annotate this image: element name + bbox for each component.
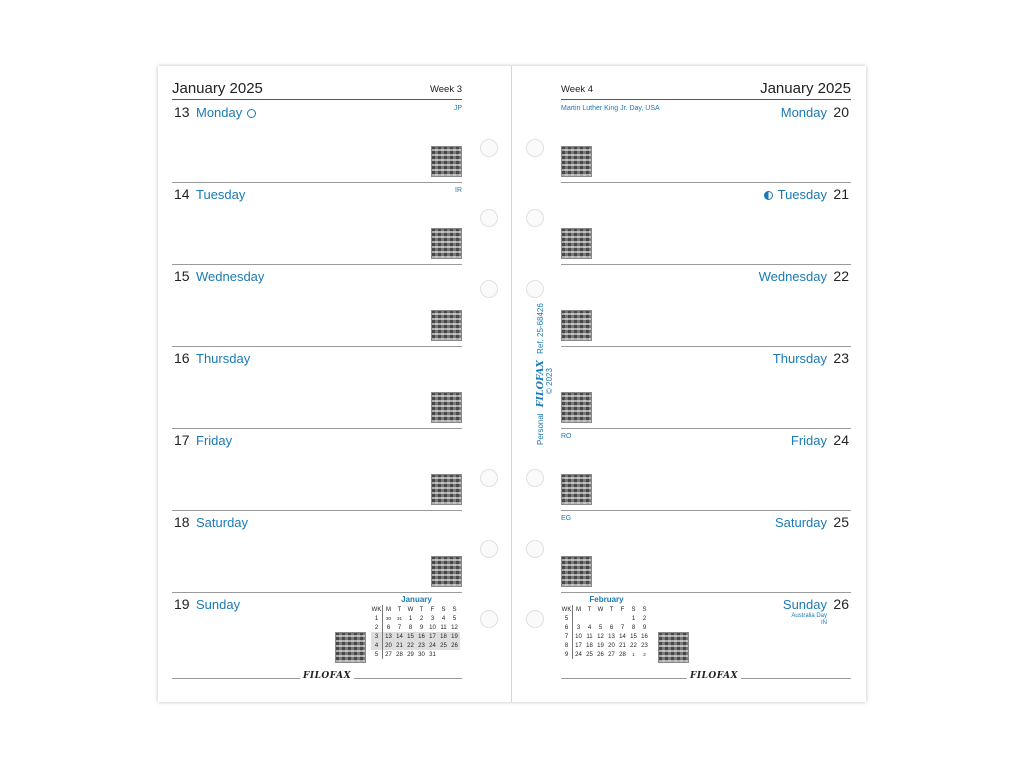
mini-calendar-header: T <box>397 606 402 613</box>
binder-hole <box>526 209 544 227</box>
calendar-cell: 1 <box>632 652 635 657</box>
day-name: Tuesday <box>764 187 827 202</box>
footer-logo: FILOFAX <box>687 671 741 681</box>
calendar-cell: 12 <box>451 624 458 631</box>
day-name: Saturday <box>774 515 827 530</box>
calendar-cell: 30 <box>418 651 425 658</box>
day-row-thursday[interactable] <box>561 346 851 429</box>
calendar-cell: 1 <box>631 615 636 622</box>
qr-code-icon <box>431 310 462 341</box>
calendar-cell: 7 <box>397 624 402 631</box>
day-number: 19 <box>174 596 190 612</box>
qr-code-icon <box>561 228 592 259</box>
qr-code-icon <box>561 146 592 177</box>
day-number: 22 <box>833 268 849 284</box>
day-row-saturday[interactable] <box>172 510 462 593</box>
calendar-cell: 5 <box>598 624 603 631</box>
calendar-cell: 19 <box>597 642 604 649</box>
calendar-cell: 18 <box>440 633 447 640</box>
day-number: 16 <box>174 350 190 366</box>
calendar-cell: 19 <box>451 633 458 640</box>
qr-code-icon <box>431 474 462 505</box>
week-number: 8 <box>561 641 573 650</box>
first-quarter-moon-icon <box>764 191 773 200</box>
day-number: 13 <box>174 104 190 120</box>
day-row-tuesday[interactable] <box>172 182 462 265</box>
binder-hole <box>480 540 498 558</box>
day-number: 26 <box>833 596 849 612</box>
binder-hole <box>526 469 544 487</box>
day-number: 25 <box>833 514 849 530</box>
mini-calendar-title: February <box>589 595 624 604</box>
day-number: 14 <box>174 186 190 202</box>
binder-hole <box>480 209 498 227</box>
calendar-cell: 17 <box>429 633 436 640</box>
calendar-cell: 23 <box>418 642 425 649</box>
mini-calendar-january <box>371 605 460 659</box>
week-number: 2 <box>371 623 383 632</box>
mini-calendar-header: W <box>407 606 414 613</box>
qr-code-icon <box>561 392 592 423</box>
holiday-note: EG <box>561 515 572 522</box>
calendar-cell: 6 <box>609 624 614 631</box>
mini-calendar-header: WK <box>371 606 382 613</box>
day-row-wednesday[interactable] <box>561 264 851 347</box>
calendar-cell: 22 <box>630 642 637 649</box>
left-page <box>172 66 462 702</box>
binder-hole <box>480 139 498 157</box>
qr-code-icon <box>561 556 592 587</box>
qr-code-icon <box>431 556 462 587</box>
qr-code-icon <box>561 310 592 341</box>
calendar-cell <box>573 614 585 623</box>
qr-code-icon <box>431 228 462 259</box>
copyright-text: © 2023 <box>545 368 554 394</box>
calendar-cell: 2 <box>419 615 424 622</box>
mini-calendar-header: T <box>419 606 424 613</box>
mini-calendar-header: S <box>452 606 457 613</box>
day-number: 17 <box>174 432 190 448</box>
calendar-cell <box>606 614 617 623</box>
calendar-cell: 2 <box>643 652 646 657</box>
calendar-cell: 11 <box>586 633 593 640</box>
week-number: 1 <box>371 614 383 623</box>
calendar-cell: 13 <box>608 633 615 640</box>
calendar-cell: 4 <box>587 624 592 631</box>
calendar-cell: 29 <box>407 651 414 658</box>
calendar-cell: 10 <box>575 633 582 640</box>
holiday-note: IR <box>455 187 462 194</box>
mini-calendar-header: T <box>587 606 592 613</box>
week-number: 4 <box>371 641 383 650</box>
calendar-cell: 21 <box>396 642 403 649</box>
qr-code-icon <box>335 632 366 663</box>
calendar-cell: 20 <box>608 642 615 649</box>
calendar-cell: 16 <box>641 633 648 640</box>
mini-calendar-header: WK <box>561 606 572 613</box>
calendar-cell <box>584 614 595 623</box>
calendar-cell: 10 <box>429 624 436 631</box>
week-number: 9 <box>561 650 573 659</box>
holiday-note: RO <box>561 433 572 440</box>
holiday-note: Australia Day <box>791 613 827 619</box>
holiday-note: Martin Luther King Jr. Day, USA <box>561 105 660 112</box>
calendar-cell: 16 <box>418 633 425 640</box>
week-label: Week 4 <box>561 84 594 95</box>
day-name: Thursday <box>772 351 827 366</box>
format-label: Personal <box>536 413 545 445</box>
brand-logo: FILOFAX <box>535 360 546 408</box>
calendar-cell: 12 <box>597 633 604 640</box>
calendar-cell: 24 <box>575 651 582 658</box>
calendar-cell: 14 <box>396 633 403 640</box>
week-number: 7 <box>561 632 573 641</box>
calendar-cell: 4 <box>441 615 446 622</box>
day-number: 21 <box>833 186 849 202</box>
calendar-cell: 15 <box>407 633 414 640</box>
day-row-sunday[interactable] <box>561 592 851 676</box>
calendar-cell: 26 <box>451 642 458 649</box>
page-spine <box>511 66 512 702</box>
calendar-cell: 2 <box>642 615 647 622</box>
calendar-cell: 15 <box>630 633 637 640</box>
binder-hole <box>526 139 544 157</box>
day-name: Friday <box>196 433 233 448</box>
qr-code-icon <box>658 632 689 663</box>
qr-code-icon <box>431 146 462 177</box>
calendar-cell: 11 <box>440 624 447 631</box>
calendar-cell: 23 <box>641 642 648 649</box>
day-number: 24 <box>833 432 849 448</box>
week-label: Week 3 <box>429 84 462 95</box>
calendar-cell: 3 <box>430 615 435 622</box>
binder-hole <box>480 280 498 298</box>
calendar-cell <box>438 650 449 659</box>
mini-calendar-header: M <box>576 606 581 613</box>
week-number: 3 <box>371 632 383 641</box>
page-title: January 2025 <box>760 80 851 97</box>
qr-code-icon <box>431 392 462 423</box>
calendar-cell <box>617 614 628 623</box>
calendar-cell: 22 <box>407 642 414 649</box>
calendar-cell: 18 <box>586 642 593 649</box>
right-page <box>561 66 851 702</box>
calendar-cell: 5 <box>452 615 457 622</box>
holiday-note: IN <box>821 620 827 626</box>
calendar-cell: 28 <box>396 651 403 658</box>
day-row-thursday[interactable] <box>172 346 462 429</box>
new-moon-icon <box>247 109 256 118</box>
calendar-cell: 8 <box>631 624 636 631</box>
calendar-cell: 3 <box>576 624 581 631</box>
day-name: Saturday <box>196 515 249 530</box>
day-row-monday[interactable] <box>561 100 851 183</box>
mini-calendar-header: F <box>620 606 625 613</box>
calendar-cell: 26 <box>597 651 604 658</box>
day-row-tuesday[interactable] <box>561 182 851 265</box>
calendar-cell: 7 <box>620 624 625 631</box>
calendar-cell: 9 <box>642 624 647 631</box>
calendar-cell: 9 <box>419 624 424 631</box>
day-row-wednesday[interactable] <box>172 264 462 347</box>
day-row-saturday[interactable] <box>561 510 851 593</box>
calendar-cell: 31 <box>396 616 402 621</box>
calendar-cell: 24 <box>429 642 436 649</box>
calendar-cell: 1 <box>408 615 413 622</box>
binder-hole <box>526 540 544 558</box>
day-name: Tuesday <box>196 187 246 202</box>
calendar-cell: 20 <box>385 642 392 649</box>
day-name: Friday <box>790 433 827 448</box>
mini-calendar-header: S <box>441 606 446 613</box>
mini-calendar-title: January <box>401 595 432 604</box>
calendar-cell: 28 <box>619 651 626 658</box>
calendar-cell: 27 <box>385 651 392 658</box>
mini-calendar-february <box>561 605 650 659</box>
calendar-cell <box>449 650 460 659</box>
reference-number: Ref. 25-68426 <box>536 303 545 354</box>
week-number: 5 <box>561 614 573 623</box>
calendar-cell: 30 <box>385 616 391 621</box>
binder-hole <box>526 280 544 298</box>
week-number: 6 <box>561 623 573 632</box>
day-name: Sunday <box>782 597 827 612</box>
day-name: Monday <box>196 105 256 120</box>
day-number: 18 <box>174 514 190 530</box>
week-number: 5 <box>371 650 383 659</box>
calendar-cell <box>595 614 606 623</box>
day-name: Monday <box>780 105 827 120</box>
calendar-cell: 6 <box>386 624 391 631</box>
calendar-cell: 25 <box>440 642 447 649</box>
day-row-friday[interactable] <box>172 428 462 511</box>
day-name: Sunday <box>196 597 241 612</box>
binder-hole <box>480 469 498 487</box>
mini-calendar-header: F <box>430 606 435 613</box>
day-name: Wednesday <box>758 269 827 284</box>
day-row-sunday[interactable] <box>172 592 462 676</box>
holiday-note: JP <box>453 105 462 112</box>
calendar-cell: 13 <box>385 633 392 640</box>
qr-code-icon <box>561 474 592 505</box>
calendar-cell: 21 <box>619 642 626 649</box>
day-row-monday[interactable] <box>172 100 462 183</box>
day-number: 15 <box>174 268 190 284</box>
mini-calendar-header: M <box>386 606 391 613</box>
mini-calendar-header: T <box>609 606 614 613</box>
day-name: Thursday <box>196 351 251 366</box>
calendar-cell: 17 <box>575 642 582 649</box>
mini-calendar-header: S <box>631 606 636 613</box>
page-title: January 2025 <box>172 80 263 97</box>
calendar-cell: 25 <box>586 651 593 658</box>
day-name: Wednesday <box>196 269 265 284</box>
binder-hole <box>480 610 498 628</box>
calendar-cell: 8 <box>408 624 413 631</box>
calendar-cell: 27 <box>608 651 615 658</box>
mini-calendar-header: W <box>597 606 604 613</box>
day-number: 23 <box>833 350 849 366</box>
day-number: 20 <box>833 104 849 120</box>
calendar-cell: 14 <box>619 633 626 640</box>
day-row-friday[interactable] <box>561 428 851 511</box>
binder-hole <box>526 610 544 628</box>
calendar-cell: 31 <box>429 651 436 658</box>
mini-calendar-header: S <box>642 606 647 613</box>
footer-logo: FILOFAX <box>300 671 354 681</box>
